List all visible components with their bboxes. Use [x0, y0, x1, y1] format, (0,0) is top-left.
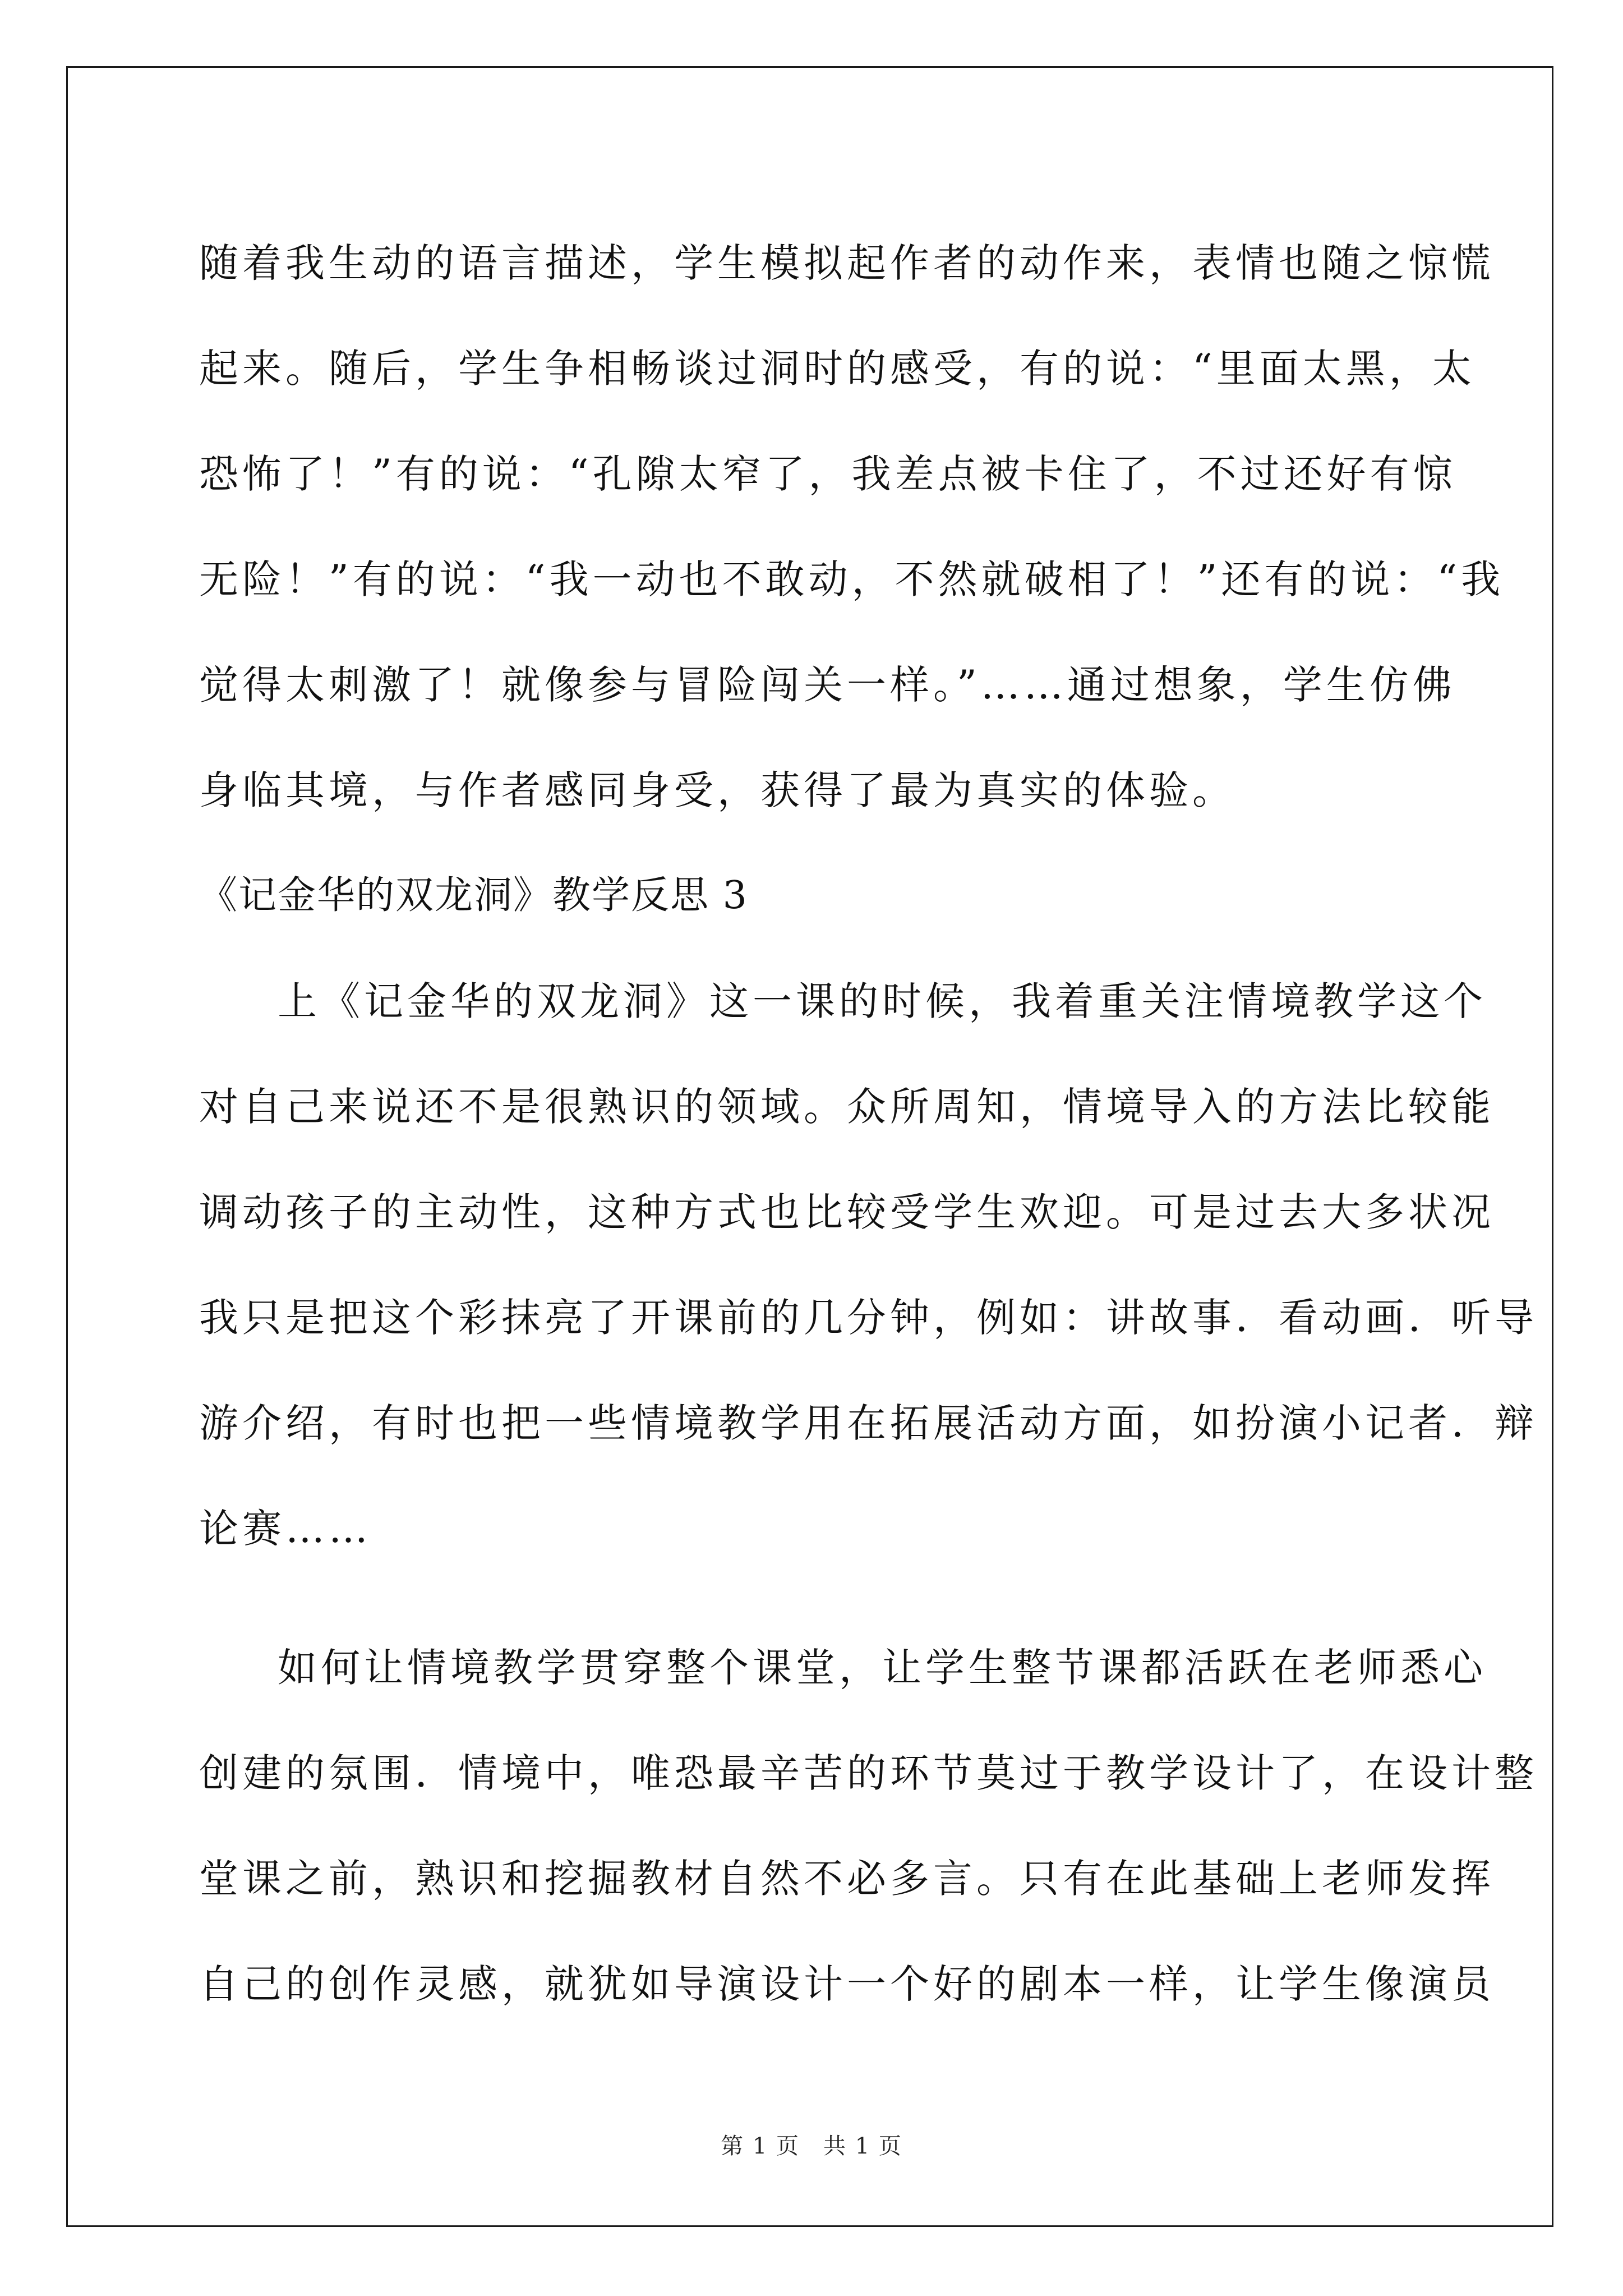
paragraph-3: [199, 1615, 1538, 2037]
text-line: 对自己来说还不是很熟识的领域。众所周知，情境导入的方法比较能: [199, 1084, 1495, 1130]
text-line: 上《记金华的双龙洞》这一课的时候，我着重关注情境教学这个: [278, 978, 1487, 1024]
paragraph-1: [199, 210, 1505, 843]
text-line: 觉得太刺激了！就像参与冒险闯关一样。”……通过想象，学生仿佛: [199, 662, 1456, 708]
text-line: 无险！”有的说：“我一动也不敢动，不然就破相了！”还有的说：“我: [199, 556, 1505, 602]
text-line: 自己的创作灵感，就犹如导演设计一个好的剧本一样，让学生像演员: [199, 1961, 1495, 2007]
text-line: 身临其境，与作者感同身受，获得了最为真实的体验。: [199, 767, 1235, 813]
text-line: 游介绍，有时也把一些情境教学用在拓展活动方面，如扮演小记者．辩: [199, 1400, 1538, 1446]
text-line: 如何让情境教学贯穿整个课堂，让学生整节课都活跃在老师悉心: [278, 1645, 1487, 1691]
paragraph-2: [199, 949, 1538, 1581]
section-title: 《记金华的双龙洞》教学反思 3: [199, 873, 748, 918]
paragraph-spacer: [199, 1581, 1422, 1615]
page-number-footer: 第 1 页 共 1 页: [721, 2133, 902, 2159]
text-line: 调动孩子的主动性，这种方式也比较受学生欢迎。可是过去大多状况: [199, 1189, 1495, 1235]
text-line: 随着我生动的语言描述，学生模拟起作者的动作来，表情也随之惊慌: [199, 240, 1495, 286]
text-line: 恐怖了！”有的说：“孔隙太窄了，我差点被卡住了，不过还好有惊: [199, 451, 1456, 497]
document-body: [199, 210, 1538, 2037]
text-line: 起来。随后，学生争相畅谈过洞时的感受，有的说：“里面太黑，太: [199, 346, 1476, 392]
text-line: 堂课之前，熟识和挖掘教材自然不必多言。只有在此基础上老师发挥: [199, 1856, 1495, 1902]
text-line: 我只是把这个彩抹亮了开课前的几分钟，例如：讲故事．看动画．听导: [199, 1295, 1538, 1341]
text-line: 创建的氛围．情境中，唯恐最辛苦的环节莫过于教学设计了，在设计整: [199, 1750, 1538, 1796]
text-line: 论赛……: [199, 1506, 372, 1552]
